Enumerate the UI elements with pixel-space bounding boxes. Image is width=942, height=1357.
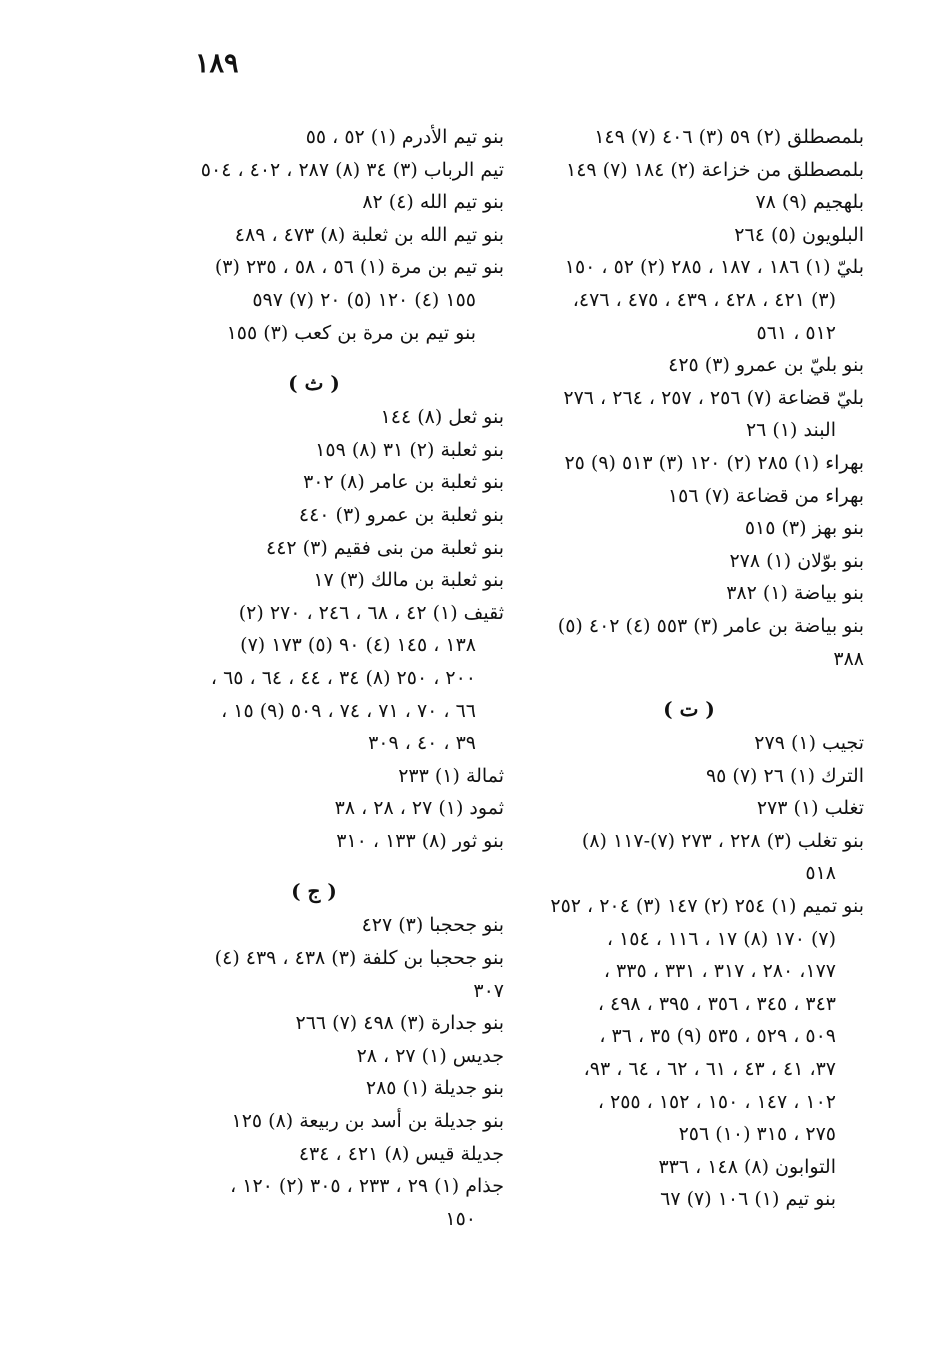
index-entry-line: (٣) ٤٢١ ، ٤٢٨ ، ٤٣٩ ، ٤٧٥ ، ٤٧٦، [572, 288, 836, 311]
index-entry-line: ٣٩ ، ٤٠ ، ٣٠٩ [368, 732, 476, 755]
index-entry-line: ١٥٠ [445, 1207, 476, 1230]
index-entry-line: بنو ثعل (٨) ١٤٤ [380, 406, 504, 429]
index-entry-line: بنو بوّلان (١) ٢٧٨ [729, 549, 864, 572]
index-entry-line: بنو ثعلبة بن عمرو (٣) ٤٤٠ [298, 503, 504, 526]
index-entry-line: بلهجيم (٩) ٧٨ [755, 191, 864, 214]
index-entry-line: ٣٨٨ [833, 647, 864, 670]
index-entry-line: بنو جحجبا بن كلفة (٣) ٤٣٨ ، ٤٣٩ (٤) [214, 947, 504, 970]
index-entry-line: بنو ثور (٨) ١٣٣ ، ٣١٠ [336, 829, 504, 852]
index-entry-line: البند (١) ٢٦ [745, 419, 836, 442]
section-heading-jim: ( ج ) [291, 879, 337, 904]
index-entry-line: بنو جديلة (١) ٢٨٥ [365, 1077, 504, 1100]
index-entry-line: بنو جدارة (٣) ٤٩٨ (٧) ٢٦٦ [295, 1012, 504, 1035]
index-entry-line: بنو جحجبا (٣) ٤٢٧ [361, 914, 504, 937]
index-entry-line: (٧) ١٧٠ (٨) ١٧ ، ١١٦ ، ١٥٤ ، [606, 927, 836, 950]
entry-group-tha [124, 401, 504, 857]
page-number: ١٨٩ [195, 48, 239, 79]
index-entry-line: بنو تغلب (٣) ٢٢٨ ، ٢٧٣ (٧)-١١٧ (٨) [581, 829, 864, 852]
index-column-left [124, 121, 504, 1235]
section-gap [124, 857, 504, 873]
index-entry-line: تجيب (١) ٢٧٩ [754, 732, 864, 755]
index-entry-line: بنو بهز (٣) ٥١٥ [744, 517, 864, 540]
index-entry-line: ١٥٥ (٤) ١٢٠ (٥) ٢٠ (٧) ٥٩٧ [252, 288, 476, 311]
index-entry-line: تغلب (١) ٢٧٣ [756, 797, 864, 820]
index-entry-line: بهراء من قضاعة (٧) ١٥٦ [667, 484, 864, 507]
index-entry-line: بنو تيم الأدرم (١) ٥٢ ، ٥٥ [305, 126, 504, 148]
index-entry-line: ٥١٨ [805, 862, 836, 885]
index-entry-line: بنو تيم (١) ١٠٦ (٧) ٦٧ [660, 1188, 836, 1211]
index-entry-line: بنو بياضة بن عامر (٣) ٥٥٣ (٤) ٤٠٢ (٥) [557, 614, 864, 637]
index-entry-line: ثمود (١) ٢٧ ، ٢٨ ، ٣٨ [334, 797, 504, 820]
index-entry-line: التوابون (٨) ١٤٨ ، ٣٣٦ [658, 1155, 836, 1178]
index-entry-line: بليّ قضاعة (٧) ٢٥٦ ، ٢٥٧ ، ٢٦٤ ، ٢٧٦ [563, 386, 864, 409]
index-entry-line: بنو ثعلبة بن عامر (٨) ٣٠٢ [303, 471, 504, 494]
index-entry-line: ٦٦ ، ٧٠ ، ٧١ ، ٧٤ ، ٥٠٩ (٩) ١٥ ، [221, 699, 476, 722]
entry-group-ta [514, 727, 864, 1216]
index-entry-line: بلمصطلق من خزاعة (٢) ١٨٤ (٧) ١٤٩ [565, 158, 864, 181]
index-entry-line: جديلة قيس (٨) ٤٢١ ، ٤٣٤ [298, 1142, 504, 1165]
index-entry-line: ٢٧٥ ، ٣١٥ (١٠) ٢٥٦ [678, 1123, 836, 1146]
index-entry-line: ٣٤٣ ، ٣٤٥ ، ٣٥٦ ، ٣٩٥ ، ٤٩٨ ، [597, 992, 836, 1015]
index-entry-line: ٢٠٠ ، ٢٥٠ (٨) ٣٤ ، ٤٤ ، ٦٤ ، ٦٥ ، [210, 666, 476, 689]
index-entry-line: بليّ (١) ١٨٦ ، ١٨٧ ، ٢٨٥ (٢) ٥٢ ، ١٥٠ [564, 256, 864, 279]
index-entry-line: بنو جديلة بن أسد بن ربيعة (٨) ١٢٥ [231, 1110, 504, 1133]
index-entry-line: بنو تميم (١) ٢٥٤ (٢) ١٤٧ (٣) ٢٠٤ ، ٢٥٢ [550, 895, 864, 918]
section-heading-tha: ( ث ) [288, 371, 340, 396]
index-entry-line: تيم الرباب (٣) ٣٤ (٨) ٢٨٧ ، ٤٠٢ ، ٥٠٤ [200, 158, 504, 181]
index-entry-line: ١٣٨ ، ١٤٥ (٤) ٩٠ (٥) ١٧٣ (٧) [240, 634, 476, 657]
section-heading-ta: ( ت ) [663, 697, 715, 722]
index-entry-line: ١٧٧، ٢٨٠ ، ٣١٧ ، ٣٣١ ، ٣٣٥ ، [603, 960, 836, 983]
index-entry-line: بنو تيم بن مرة بن كعب (٣) ١٥٥ [226, 321, 476, 344]
entry-group-ta-cont [124, 121, 504, 349]
section-gap [514, 675, 864, 691]
index-column-right [514, 121, 864, 1216]
index-entry-line: الترك (١) ٢٦ (٧) ٩٥ [705, 764, 864, 787]
index-entry-line: بنو ثعلبة من بنى فقيم (٣) ٤٤٢ [266, 536, 504, 559]
entry-group-ba [514, 121, 864, 675]
index-entry-line: جديس (١) ٢٧ ، ٢٨ [356, 1044, 504, 1067]
index-entry-line: بنو بياضة (١) ٣٨٢ [726, 582, 864, 605]
index-entry-line: ٣٧، ٤١ ، ٤٣ ، ٦١ ، ٦٢ ، ٦٤ ، ٩٣، [583, 1058, 836, 1081]
index-entry-line: بنو ثعلبة (٢) ٣١ (٨) ١٥٩ [315, 438, 504, 461]
index-entry-line: جذام (١) ٢٩ ، ٢٣٣ ، ٣٠٥ (٢) ١٢٠ ، [230, 1175, 504, 1198]
index-entry-line: ٥٠٩ ، ٥٢٩ ، ٥٣٥ (٩) ٣٥ ، ٣٦ ، [599, 1025, 836, 1048]
index-entry-line: بلمصطلق (٢) ٥٩ (٣) ٤٠٦ (٧) ١٤٩ [594, 126, 864, 148]
index-entry-line: ٥١٢ ، ٥٦١ [756, 321, 836, 344]
index-entry-line: بنو ثعلبة بن مالك (٣) ١٧ [313, 569, 504, 592]
index-entry-line: بنو تيم الله بن ثعلبة (٨) ٤٧٣ ، ٤٨٩ [234, 223, 504, 246]
index-entry-line: ٣٠٧ [473, 979, 504, 1002]
index-entry-line: بنو تيم الله (٤) ٨٢ [362, 191, 504, 214]
index-entry-line: ١٠٢ ، ١٤٧ ، ١٥٠ ، ١٥٢ ، ٢٥٥ ، [597, 1090, 836, 1113]
index-entry-line: ثمالة (١) ٢٣٣ [398, 764, 504, 787]
index-entry-line: بنو بليّ بن عمرو (٣) ٤٢٥ [668, 354, 864, 377]
entry-group-jim [124, 909, 504, 1235]
index-entry-line: بنو تيم بن مرة (١) ٥٦ ، ٥٨ ، ٢٣٥ (٣) [214, 256, 504, 279]
index-entry-line: ثقيف (١) ٤٢ ، ٦٨ ، ٢٤٦ ، ٢٧٠ (٢) [238, 601, 504, 624]
section-gap [124, 349, 504, 365]
index-entry-line: البلويون (٥) ٢٦٤ [734, 223, 864, 246]
index-entry-line: بهراء (١) ٢٨٥ (٢) ١٢٠ (٣) ٥١٣ (٩) ٢٥ [564, 451, 864, 474]
